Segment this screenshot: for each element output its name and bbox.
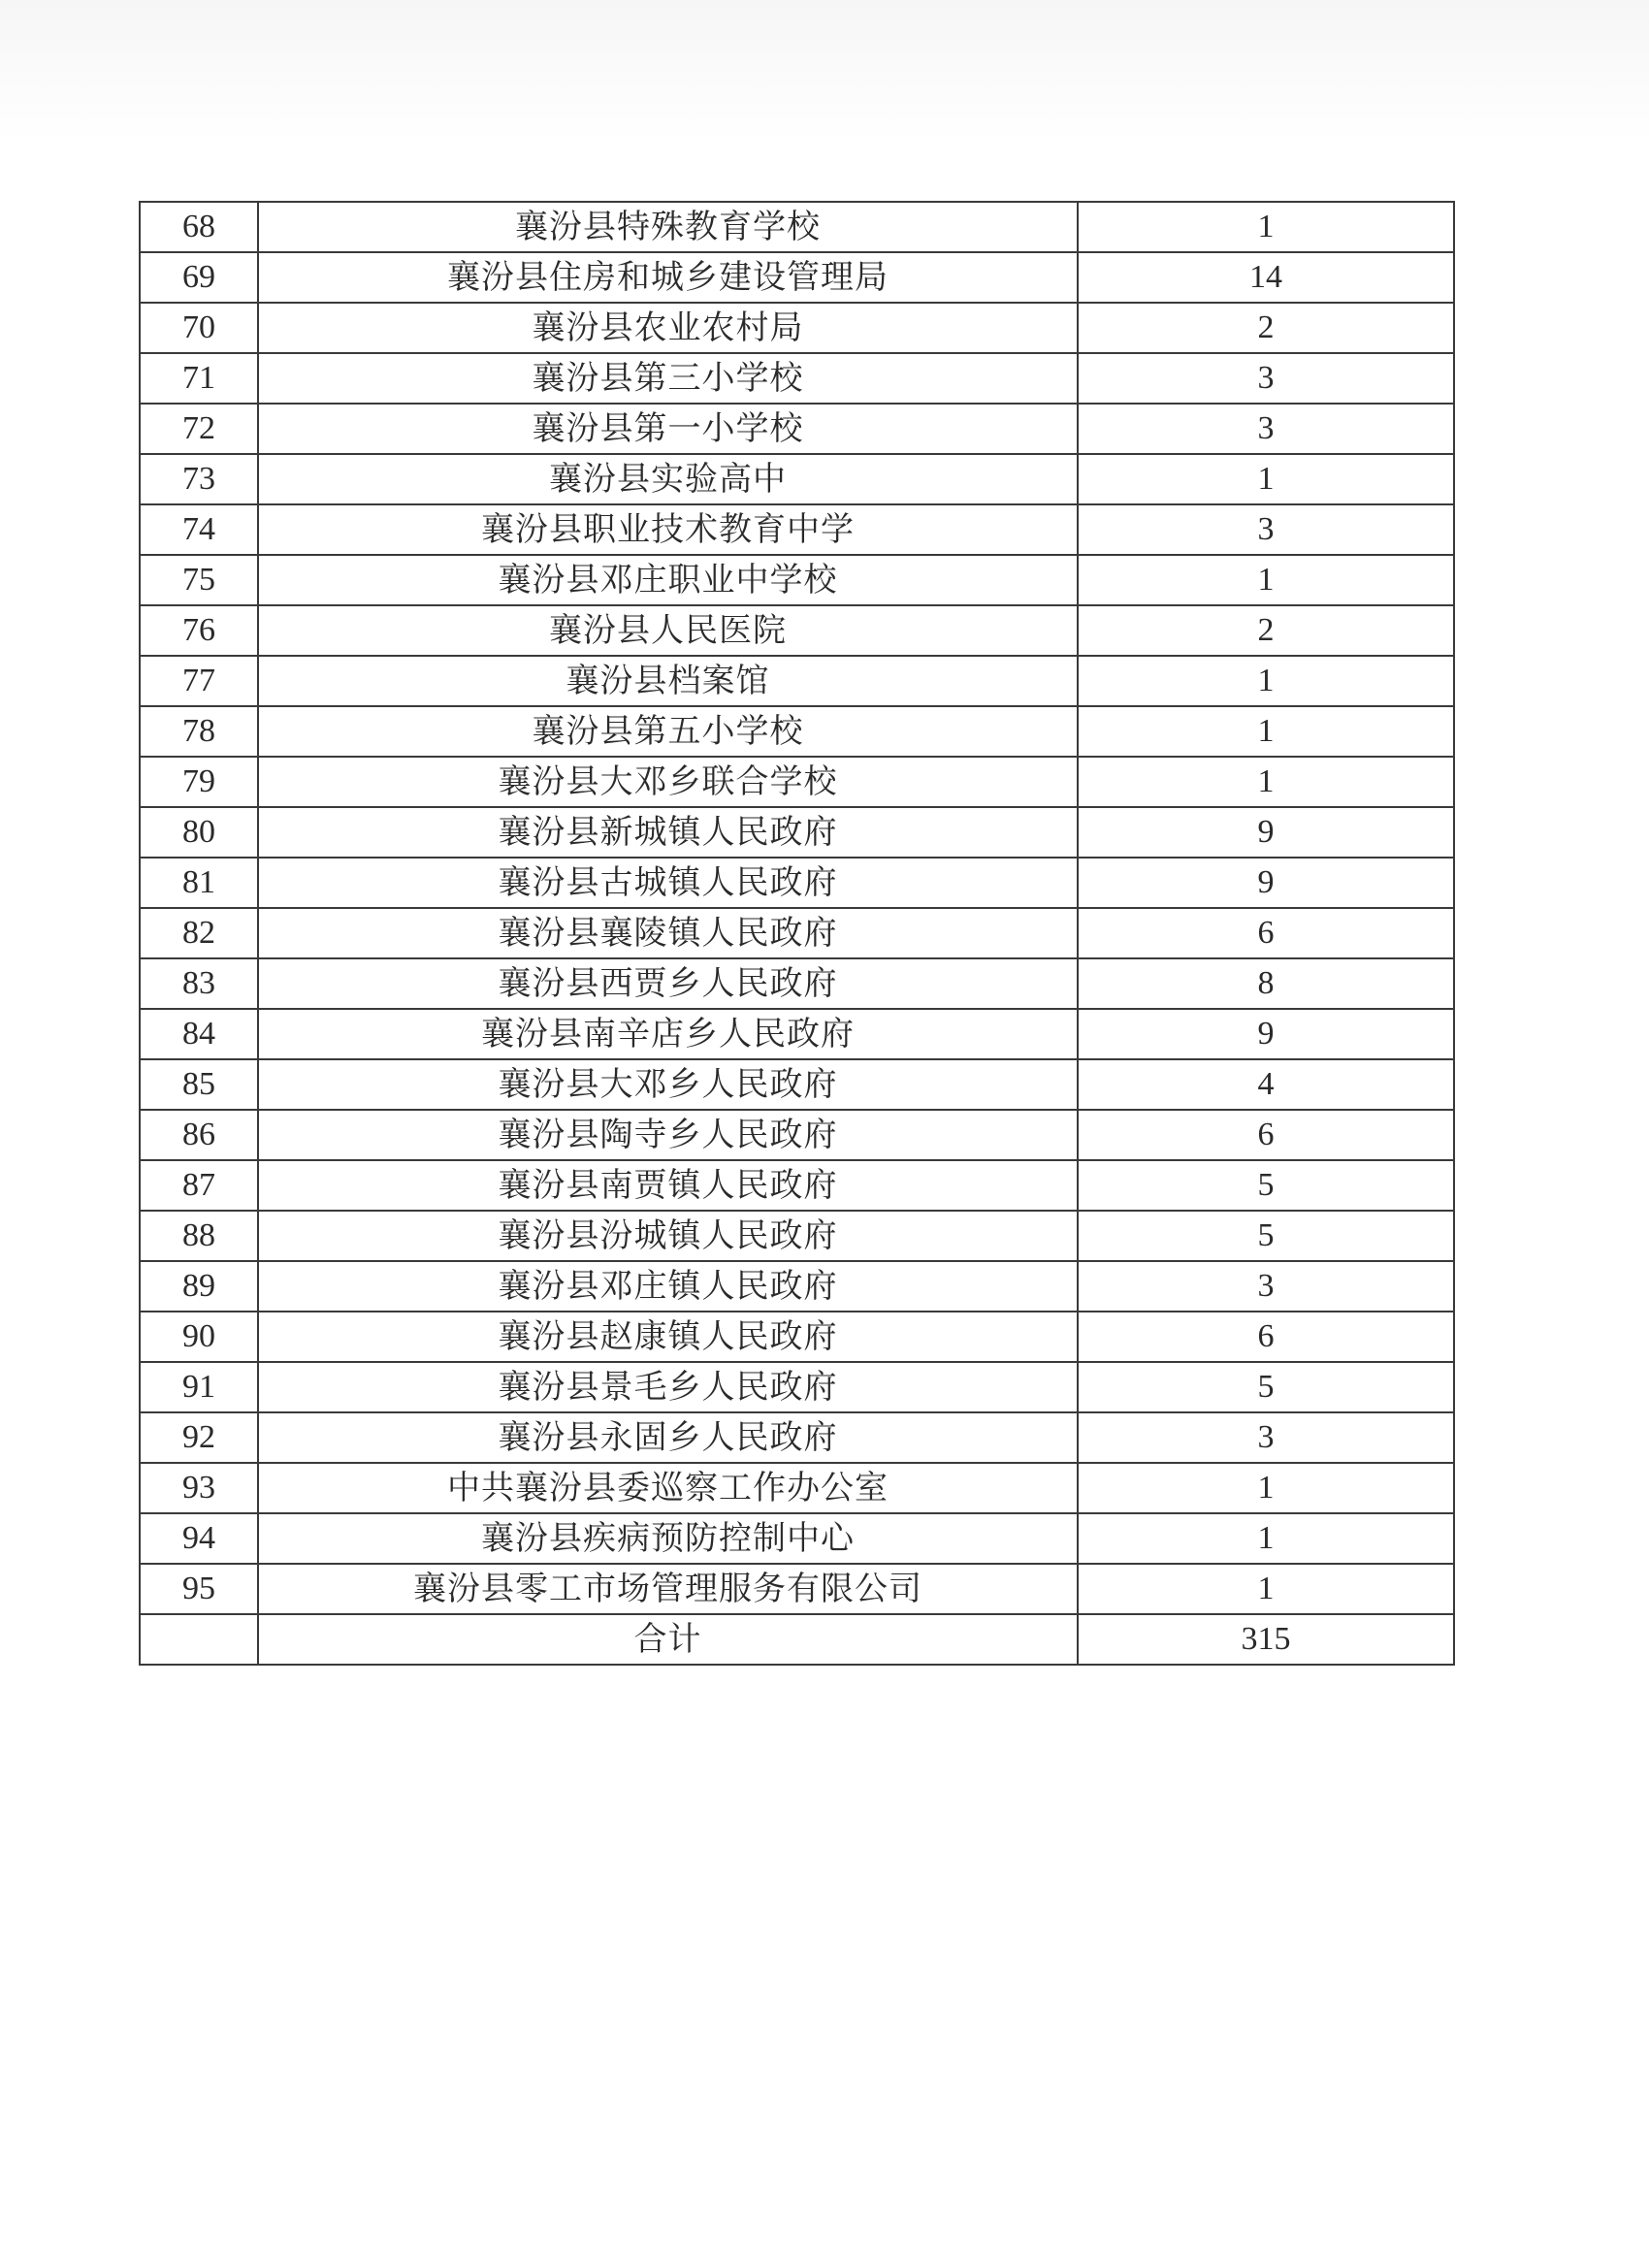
table-row (140, 1059, 1454, 1110)
unit-name: 襄汾县赵康镇人民政府 (258, 1312, 1078, 1362)
table-row (140, 656, 1454, 706)
unit-name: 襄汾县第三小学校 (258, 353, 1078, 404)
unit-name: 襄汾县景毛乡人民政府 (258, 1362, 1078, 1412)
allocation-table-container (139, 201, 1453, 1666)
row-count: 5 (1078, 1160, 1454, 1211)
table-row (140, 504, 1454, 555)
unit-name: 襄汾县西贾乡人民政府 (258, 958, 1078, 1009)
row-number: 85 (140, 1059, 258, 1110)
row-number: 75 (140, 555, 258, 605)
table-row (140, 757, 1454, 807)
unit-name: 襄汾县古城镇人民政府 (258, 858, 1078, 908)
row-count: 3 (1078, 404, 1454, 454)
table-row (140, 706, 1454, 757)
table-row (140, 1009, 1454, 1059)
row-count: 6 (1078, 1312, 1454, 1362)
allocation-table (139, 201, 1455, 1666)
row-number: 88 (140, 1211, 258, 1261)
row-number: 70 (140, 303, 258, 353)
unit-name: 襄汾县襄陵镇人民政府 (258, 908, 1078, 958)
table-row (140, 303, 1454, 353)
row-number: 86 (140, 1110, 258, 1160)
unit-name: 襄汾县疾病预防控制中心 (258, 1513, 1078, 1564)
table-body (140, 202, 1454, 1614)
row-count: 1 (1078, 656, 1454, 706)
row-count: 2 (1078, 605, 1454, 656)
unit-name: 中共襄汾县委巡察工作办公室 (258, 1463, 1078, 1513)
table-row (140, 1362, 1454, 1412)
row-number: 79 (140, 757, 258, 807)
row-number: 93 (140, 1463, 258, 1513)
unit-name: 襄汾县新城镇人民政府 (258, 807, 1078, 858)
table-row (140, 807, 1454, 858)
row-number: 81 (140, 858, 258, 908)
row-count: 3 (1078, 504, 1454, 555)
row-number: 84 (140, 1009, 258, 1059)
row-count: 9 (1078, 807, 1454, 858)
unit-name: 襄汾县零工市场管理服务有限公司 (258, 1564, 1078, 1614)
unit-name: 襄汾县永固乡人民政府 (258, 1412, 1078, 1463)
row-count: 14 (1078, 252, 1454, 303)
row-number: 76 (140, 605, 258, 656)
total-row-no (140, 1614, 258, 1665)
row-count: 3 (1078, 1412, 1454, 1463)
row-count: 3 (1078, 353, 1454, 404)
table-row (140, 404, 1454, 454)
total-count: 315 (1078, 1614, 1454, 1665)
table-row (140, 454, 1454, 504)
unit-name: 襄汾县第一小学校 (258, 404, 1078, 454)
row-number: 95 (140, 1564, 258, 1614)
row-count: 4 (1078, 1059, 1454, 1110)
row-number: 80 (140, 807, 258, 858)
table-row (140, 1211, 1454, 1261)
unit-name: 襄汾县陶寺乡人民政府 (258, 1110, 1078, 1160)
unit-name: 襄汾县特殊教育学校 (258, 202, 1078, 252)
row-number: 87 (140, 1160, 258, 1211)
row-count: 5 (1078, 1211, 1454, 1261)
table-row (140, 1312, 1454, 1362)
row-number: 69 (140, 252, 258, 303)
table-row (140, 605, 1454, 656)
unit-name: 襄汾县邓庄职业中学校 (258, 555, 1078, 605)
total-label: 合计 (258, 1614, 1078, 1665)
unit-name: 襄汾县农业农村局 (258, 303, 1078, 353)
row-number: 73 (140, 454, 258, 504)
row-count: 1 (1078, 454, 1454, 504)
unit-name: 襄汾县住房和城乡建设管理局 (258, 252, 1078, 303)
row-count: 3 (1078, 1261, 1454, 1312)
table-row (140, 1564, 1454, 1614)
table-row (140, 908, 1454, 958)
unit-name: 襄汾县南贾镇人民政府 (258, 1160, 1078, 1211)
row-number: 94 (140, 1513, 258, 1564)
unit-name: 襄汾县人民医院 (258, 605, 1078, 656)
row-count: 1 (1078, 1564, 1454, 1614)
row-count: 1 (1078, 1463, 1454, 1513)
table-row (140, 1513, 1454, 1564)
table-row (140, 1463, 1454, 1513)
row-number: 72 (140, 404, 258, 454)
row-count: 6 (1078, 908, 1454, 958)
unit-name: 襄汾县大邓乡联合学校 (258, 757, 1078, 807)
row-count: 2 (1078, 303, 1454, 353)
unit-name: 襄汾县实验高中 (258, 454, 1078, 504)
row-number: 92 (140, 1412, 258, 1463)
unit-name: 襄汾县南辛店乡人民政府 (258, 1009, 1078, 1059)
table-row (140, 1160, 1454, 1211)
unit-name: 襄汾县邓庄镇人民政府 (258, 1261, 1078, 1312)
row-number: 68 (140, 202, 258, 252)
row-number: 82 (140, 908, 258, 958)
row-count: 9 (1078, 1009, 1454, 1059)
table-row (140, 1110, 1454, 1160)
row-number: 71 (140, 353, 258, 404)
row-number: 90 (140, 1312, 258, 1362)
unit-name: 襄汾县大邓乡人民政府 (258, 1059, 1078, 1110)
row-number: 89 (140, 1261, 258, 1312)
row-count: 5 (1078, 1362, 1454, 1412)
row-count: 1 (1078, 757, 1454, 807)
row-number: 91 (140, 1362, 258, 1412)
unit-name: 襄汾县职业技术教育中学 (258, 504, 1078, 555)
row-count: 1 (1078, 202, 1454, 252)
table-row (140, 958, 1454, 1009)
row-count: 6 (1078, 1110, 1454, 1160)
row-count: 8 (1078, 958, 1454, 1009)
unit-name: 襄汾县汾城镇人民政府 (258, 1211, 1078, 1261)
table-row (140, 252, 1454, 303)
table-row (140, 858, 1454, 908)
table-row (140, 1412, 1454, 1463)
table-row (140, 202, 1454, 252)
table-row (140, 353, 1454, 404)
row-count: 1 (1078, 1513, 1454, 1564)
row-number: 74 (140, 504, 258, 555)
row-count: 1 (1078, 706, 1454, 757)
row-count: 9 (1078, 858, 1454, 908)
table-row (140, 555, 1454, 605)
total-row (140, 1614, 1454, 1665)
row-number: 77 (140, 656, 258, 706)
unit-name: 襄汾县第五小学校 (258, 706, 1078, 757)
scan-shading (0, 0, 1649, 146)
row-count: 1 (1078, 555, 1454, 605)
row-number: 78 (140, 706, 258, 757)
unit-name: 襄汾县档案馆 (258, 656, 1078, 706)
table-row (140, 1261, 1454, 1312)
row-number: 83 (140, 958, 258, 1009)
